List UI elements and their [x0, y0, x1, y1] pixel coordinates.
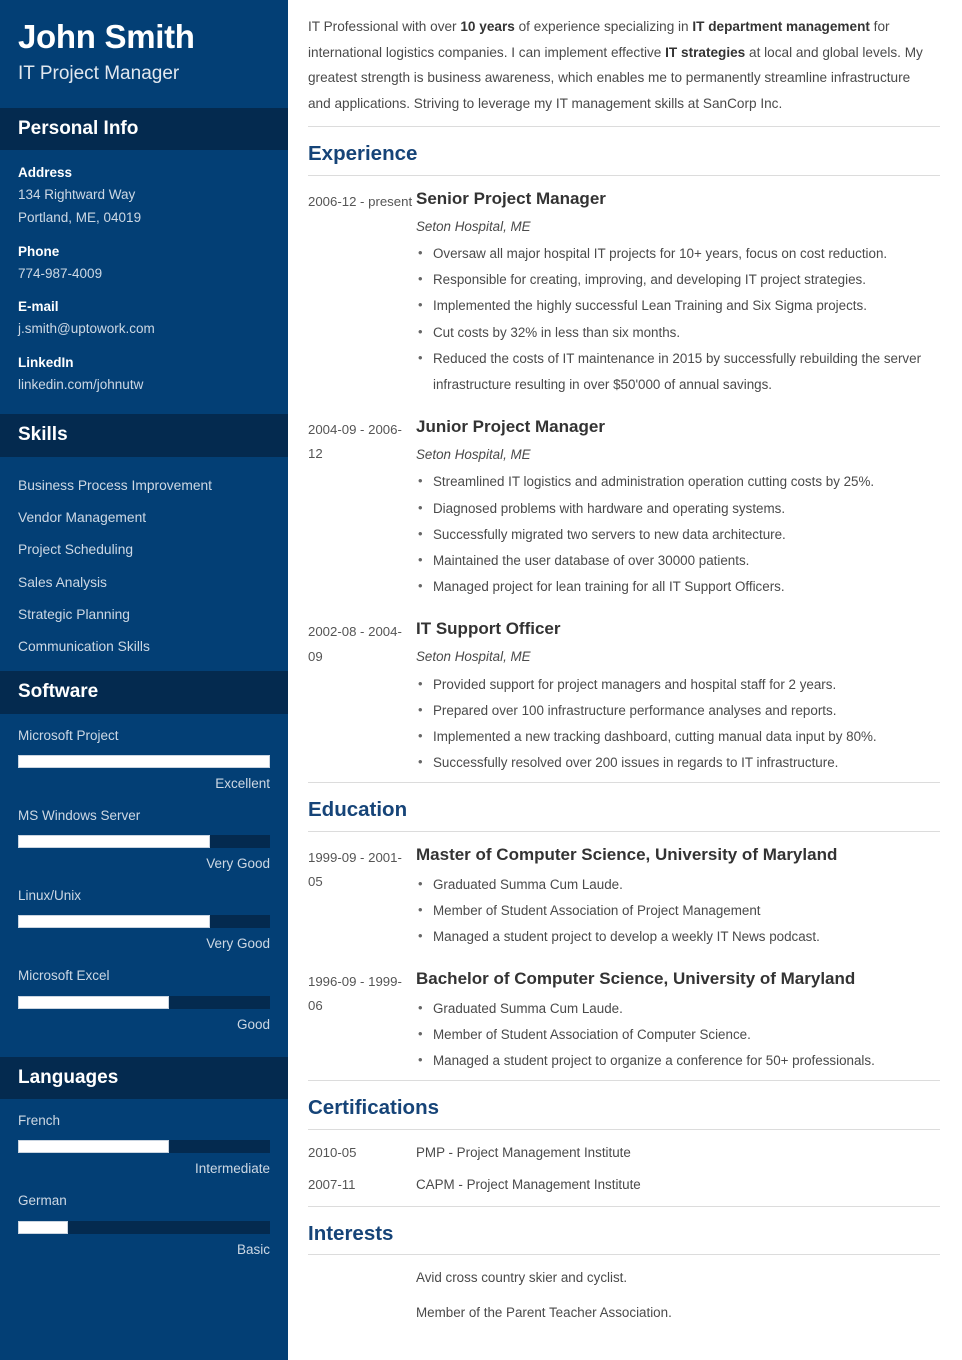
- entry-body: [416, 416, 940, 600]
- entry-bullet: • Managed project for lean training for all IT Support Officers.: [416, 574, 940, 600]
- personal-info-group: [18, 163, 270, 229]
- entry: [308, 416, 940, 600]
- divider: [308, 831, 940, 832]
- entry-date: 1996-09 - 1999-06: [308, 974, 402, 1014]
- personal-info-label: Phone: [18, 243, 60, 259]
- page-title: John Smith: [18, 18, 195, 55]
- personal-info-value: j.smith@uptowork.com: [18, 321, 155, 337]
- entry-bullet: • Graduated Summa Cum Laude.: [416, 872, 940, 898]
- interest-text: Avid cross country skier and cyclist.: [416, 1270, 628, 1286]
- entry-bullet: • Member of Student Association of Project Management: [416, 898, 940, 924]
- entry-body: [416, 188, 940, 398]
- certification-name: PMP - Project Management Institute: [416, 1145, 631, 1161]
- section-experience: [308, 141, 940, 776]
- section-heading-experience: Experience: [308, 142, 418, 166]
- entry-title: Master of Computer Science, University of Maryland: [416, 844, 838, 864]
- entry-bullet: • Successfully resolved over 200 issues in regards to IT infrastructure.: [416, 750, 940, 776]
- entry-bullet: • Member of Student Association of Computer Science.: [416, 1022, 940, 1048]
- summary-bold-3: IT strategies: [665, 44, 746, 60]
- section-education: [308, 797, 940, 1074]
- software-bar-fill: [18, 835, 210, 848]
- personal-info-value: 774-987-4009: [18, 265, 103, 281]
- divider: [308, 126, 940, 127]
- summary-bold-2: IT department management: [692, 19, 870, 34]
- summary-bold-1: 10 years: [460, 19, 515, 34]
- personal-info-label: Address: [18, 165, 73, 181]
- entry-title: IT Support Officer: [416, 619, 561, 639]
- main-content: [288, 0, 962, 1360]
- certification-row: [308, 1174, 940, 1197]
- entry-body: [416, 844, 940, 950]
- entry: [308, 968, 940, 1074]
- entry-body: [416, 618, 940, 776]
- skill-item: Vendor Management: [18, 509, 147, 525]
- software-name: Microsoft Project: [18, 727, 119, 743]
- entry-bullet: • Implemented the highly successful Lean Training and Six Sigma projects.: [416, 293, 940, 319]
- software-bar-track: [18, 755, 270, 768]
- entry-organization: Seton Hospital, ME: [416, 446, 531, 462]
- personal-info-label: LinkedIn: [18, 354, 74, 370]
- entry-date: 2006-12 - present: [308, 193, 413, 209]
- section-interests: [308, 1221, 940, 1325]
- software-row: [18, 966, 270, 1034]
- personal-info-label: E-mail: [18, 299, 59, 315]
- entry-bullet: • Successfully migrated two servers to new data architecture.: [416, 522, 940, 548]
- entry-title: Senior Project Manager: [416, 188, 606, 208]
- professional-summary: [308, 14, 940, 116]
- software-bar-fill: [18, 996, 169, 1009]
- software-list: [0, 714, 288, 1057]
- entry-title: Junior Project Manager: [416, 417, 605, 437]
- section-certifications: [308, 1095, 940, 1196]
- entry-bullet: • Diagnosed problems with hardware and operating systems.: [416, 496, 940, 522]
- personal-info-value: 134 Rightward Way: [18, 187, 136, 203]
- software-bar-track: [18, 835, 270, 848]
- language-bar-track: [18, 1140, 270, 1153]
- entry: [308, 618, 940, 776]
- divider: [308, 1129, 940, 1130]
- software-row: [18, 726, 270, 794]
- sidebar: [0, 0, 288, 1360]
- divider: [308, 1080, 940, 1081]
- entry-bullet: • Implemented a new tracking dashboard, cutting manual data input by 80%.: [416, 724, 940, 750]
- entry-bullet: • Provided support for project managers and hospital staff for 2 years.: [416, 672, 940, 698]
- entry-organization: Seton Hospital, ME: [416, 649, 531, 665]
- section-heading-education: Education: [308, 798, 408, 822]
- entry-date: 2002-08 - 2004-09: [308, 624, 402, 664]
- software-bar-track: [18, 915, 270, 928]
- section-heading-personal-info: Personal Info: [0, 108, 288, 151]
- entry: [308, 844, 940, 950]
- software-level: Excellent: [215, 776, 270, 792]
- certification-entries: [308, 1142, 940, 1197]
- summary-text-1: IT Professional with over: [308, 19, 461, 34]
- name-block: [0, 0, 288, 108]
- entry-bullet-list: [416, 469, 940, 600]
- interest-text: Member of the Parent Teacher Association.: [416, 1305, 672, 1321]
- language-bar-fill: [18, 1140, 169, 1153]
- personal-info-group: [18, 242, 270, 286]
- software-level: Good: [236, 1016, 270, 1032]
- entry-bullet: • Oversaw all major hospital IT projects for 10+ years, focus on cost reduction.: [416, 241, 940, 267]
- section-heading-languages: Languages: [0, 1057, 288, 1100]
- personal-info-group: [18, 297, 270, 341]
- entry-bullet: • Cut costs by 32% in less than six months.: [416, 320, 940, 346]
- interest-row: [308, 1267, 940, 1290]
- section-heading-certifications: Certifications: [308, 1096, 439, 1120]
- entry-bullet: • Graduated Summa Cum Laude.: [416, 996, 940, 1022]
- software-row: [18, 886, 270, 954]
- section-heading-software: Software: [0, 671, 288, 714]
- summary-text-4: at local and global levels. My greatest strength is business awareness, which enables me to permanently streamline infrastructure and applications. Striving to leverage my IT management skills at SanCorp Inc.: [308, 44, 923, 111]
- skill-item: Communication Skills: [18, 639, 150, 655]
- summary-text-3: for international logistics companies. I can implement effective: [308, 19, 890, 60]
- software-bar-fill: [18, 755, 270, 768]
- interest-entries: [308, 1267, 940, 1325]
- language-row: [18, 1191, 270, 1259]
- interest-row: [308, 1302, 940, 1325]
- entry-bullet: • Maintained the user database of over 30000 patients.: [416, 548, 940, 574]
- language-bar-track: [18, 1221, 270, 1234]
- entry-bullet: • Prepared over 100 infrastructure performance analyses and reports.: [416, 698, 940, 724]
- entry-bullet-list: [416, 672, 940, 777]
- language-level: Intermediate: [194, 1161, 270, 1177]
- language-name: French: [18, 1113, 61, 1129]
- skill-item: Project Scheduling: [18, 542, 134, 558]
- language-level: Basic: [236, 1241, 270, 1257]
- entry-bullet-list: [416, 872, 940, 950]
- summary-text-2: of experience specializing in: [514, 19, 693, 34]
- entry: [308, 188, 940, 398]
- certification-date: 2010-05: [308, 1145, 357, 1161]
- divider: [308, 782, 940, 783]
- section-heading-interests: Interests: [308, 1221, 394, 1245]
- software-row: [18, 806, 270, 874]
- divider: [308, 1254, 940, 1255]
- education-entries: [308, 844, 940, 1075]
- skill-item: Strategic Planning: [18, 607, 130, 623]
- entry-bullet-list: [416, 996, 940, 1074]
- skill-item: Sales Analysis: [18, 574, 107, 590]
- languages-list: [0, 1099, 288, 1281]
- entry-date: 2004-09 - 2006-12: [308, 422, 402, 462]
- experience-entries: [308, 188, 940, 776]
- software-bar-fill: [18, 915, 210, 928]
- divider: [308, 1206, 940, 1207]
- certification-row: [308, 1142, 940, 1165]
- entry-title: Bachelor of Computer Science, University of Maryland: [416, 969, 856, 989]
- personal-info-list: [0, 150, 288, 414]
- section-heading-skills: Skills: [0, 414, 288, 457]
- entry-bullet-list: [416, 241, 940, 398]
- language-bar-fill: [18, 1221, 68, 1234]
- entry-bullet: • Managed a student project to develop a weekly IT News podcast.: [416, 924, 940, 950]
- divider: [308, 175, 940, 176]
- entry-bullet: • Responsible for creating, improving, and developing IT project strategies.: [416, 267, 940, 293]
- entry-date: 1999-09 - 2001-05: [308, 849, 402, 890]
- personal-info-value: Portland, ME, 04019: [18, 209, 142, 225]
- personal-info-group: [18, 353, 270, 397]
- personal-info-value: linkedin.com/johnutw: [18, 376, 144, 392]
- job-title: IT Project Manager: [18, 62, 180, 84]
- entry-bullet: • Streamlined IT logistics and administration operation cutting costs by 25%.: [416, 469, 940, 495]
- entry-organization: Seton Hospital, ME: [416, 218, 531, 234]
- software-name: MS Windows Server: [18, 808, 141, 824]
- skill-item: Business Process Improvement: [18, 477, 212, 493]
- entry-bullet: • Reduced the costs of IT maintenance in 2015 by successfully rebuilding the server infrastructure resulting in over $50'000 of annual savings.: [416, 346, 940, 398]
- software-level: Very Good: [206, 936, 270, 952]
- certification-name: CAPM - Project Management Institute: [416, 1176, 641, 1192]
- software-name: Linux/Unix: [18, 888, 82, 904]
- entry-body: [416, 968, 940, 1074]
- language-name: German: [18, 1193, 67, 1209]
- entry-bullet: • Managed a student project to organize a conference for 50+ professionals.: [416, 1048, 940, 1074]
- software-bar-track: [18, 996, 270, 1009]
- certification-date: 2007-11: [308, 1176, 356, 1192]
- language-row: [18, 1111, 270, 1179]
- software-level: Very Good: [206, 856, 270, 872]
- skills-list: [0, 457, 288, 671]
- software-name: Microsoft Excel: [18, 968, 110, 984]
